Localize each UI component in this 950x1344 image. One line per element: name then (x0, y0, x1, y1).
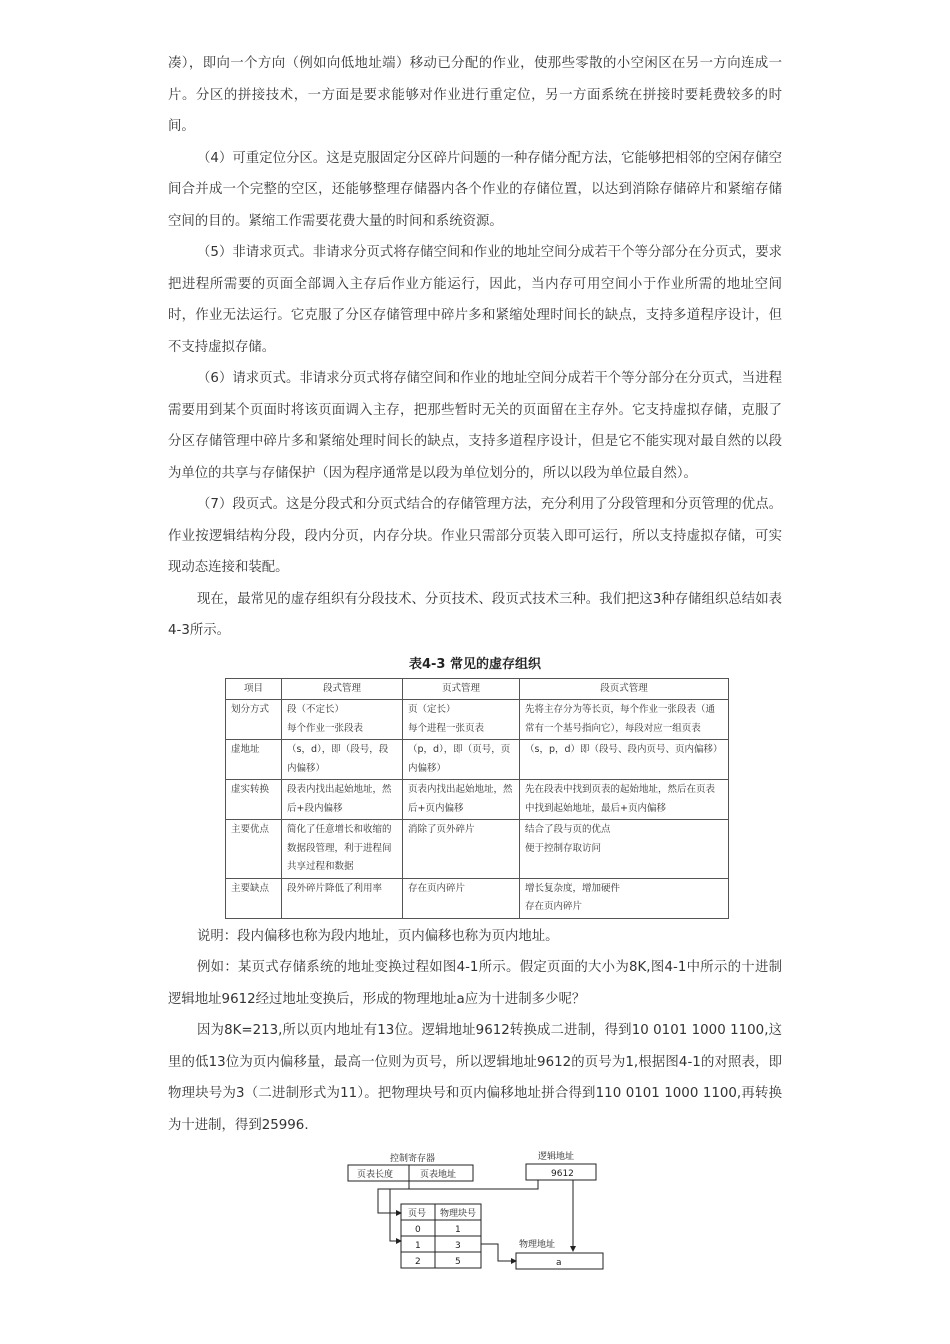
page-table-col-page: 页号 (408, 1209, 427, 1219)
table-cell: （s，p，d）即（段号、段内页号、页内偏移） (520, 740, 729, 780)
table-cell: 增长复杂度，增加硬件 存在页内碎片 (520, 878, 729, 918)
table-row-label: 主要缺点 (226, 878, 282, 918)
example-paragraph: 例如：某页式存储系统的地址变换过程如图4-1所示。假定页面的大小为8K,图4-1中所示的十进制逻辑地址9612经过地址变换后，形成的物理地址a应为十进制多少呢？ (168, 960, 782, 1007)
page-table-page-cell: 2 (415, 1257, 421, 1267)
table-cell: 消除了页外碎片 (403, 820, 520, 879)
physical-address-label: 物理地址 (519, 1240, 556, 1250)
table-row (226, 740, 729, 780)
page-table-address-arrow (378, 1181, 409, 1213)
table-cell: 存在页内碎片 (403, 878, 520, 918)
logical-address-value: 9612 (551, 1169, 574, 1179)
table-cell: 简化了任意增长和收缩的数据段管理，利于进程间共享过程和数据 (282, 820, 403, 879)
page-table-address-label: 页表地址 (420, 1170, 457, 1180)
table-row-label: 虚地址 (226, 740, 282, 780)
table-row (226, 700, 729, 740)
table-header-cell: 页式管理 (403, 678, 520, 700)
control-register-label: 控制寄存器 (390, 1154, 436, 1164)
logical-address-label: 逻辑地址 (538, 1152, 575, 1162)
address-translation-figure (168, 1147, 782, 1277)
page-table-page-cell: 1 (415, 1241, 421, 1251)
page-table-row (401, 1220, 481, 1236)
paragraph-relocatable-partition: （4）可重定位分区。这是克服固定分区碎片问题的一种存储分配方法，它能够把相邻的空闲存储空间合并成一个完整的空区，还能够整理存储器内各个作业的存储位置，以达到消除存储碎片和紧缩存储空间的目的。紧缩工作需要花费大量的时间和系统资源。 (168, 150, 782, 229)
solution-paragraph: 因为8K=213,所以页内地址有13位。逻辑地址9612转换成二进制，得到10 0101 1000 1100,这里的低13位为页内偏移量，最高一位则为页号，所以逻辑地址9612的页号为1,根据图4-1的对照表，即物理块号为3（二进制形式为11）。把物理块号和页内偏移地址拼合得到110 0101 1000 1100,再转换为十进制，得到25996. (168, 1023, 782, 1133)
table-cell: 页表内找出起始地址，然后+页内偏移 (403, 780, 520, 820)
table-header-cell: 段式管理 (282, 678, 403, 700)
note-paragraph: 说明：段内偏移也称为段内地址，页内偏移也称为页内地址。 (197, 928, 559, 944)
table-row (226, 780, 729, 820)
table-cell: （s，d），即（段号，段内偏移） (282, 740, 403, 780)
page-table-col-block: 物理块号 (440, 1209, 477, 1219)
page-content (168, 48, 782, 1277)
paragraph-segment-paging: （7）段页式。这是分段式和分页式结合的存储管理方法，充分利用了分段管理和分页管理的优点。作业按逻辑结构分段，段内分页，内存分块。作业只需部分页装入即可运行，所以支持虚拟存储，可实现动态连接和装配。 (168, 497, 782, 575)
physical-address-value: a (556, 1258, 562, 1268)
page-table-block-cell: 3 (455, 1241, 461, 1251)
page-table-block-cell: 5 (455, 1257, 461, 1267)
page-table-block-cell: 1 (455, 1225, 461, 1235)
paragraph-1: 凑），即向一个方向（例如向低地址端）移动已分配的作业，使那些零散的小空闲区在另一方向连成一片。分区的拼接技术，一方面是要求能够对作业进行重定位，另一方面系统在拼接时要耗费较多的时间。 (168, 56, 782, 134)
table-row-label: 主要优点 (226, 820, 282, 879)
table-cell: 结合了段与页的优点 便于控制存取访问 (520, 820, 729, 879)
table-cell: 先将主存分为等长页，每个作业一张段表（通常有一个基号指向它），每段对应一组页表 (520, 700, 729, 740)
paragraph-non-request-paging: （5）非请求页式。非请求分页式将存储空间和作业的地址空间分成若干个等分部分在分页式，要求把进程所需要的页面全部调入主存后作业方能运行，因此，当内存可用空间小于作业所需的地址空间时，作业无法运行。它克服了分区存储管理中碎片多和紧缩处理时间长的缺点，支持多道程序设计，但不支持虚拟存储。 (168, 245, 782, 355)
table-caption: 表4-3 常见的虚存组织 (408, 656, 541, 672)
page-table-row (401, 1252, 481, 1268)
table-cell: 段外碎片降低了利用率 (282, 878, 403, 918)
table-row-label: 划分方式 (226, 700, 282, 740)
table-header-cell: 段页式管理 (520, 678, 729, 700)
figure-svg (168, 1147, 782, 1277)
table-cell: 段表内找出起始地址，然后+段内偏移 (282, 780, 403, 820)
paragraph-summary-intro: 现在，最常见的虚存组织有分段技术、分页技术、段页式技术三种。我们把这3种存储组织总结如表4-3所示。 (168, 591, 782, 638)
block-number-arrow (481, 1244, 516, 1261)
paragraph-request-paging: （6）请求页式。非请求分页式将存储空间和作业的地址空间分成若干个等分部分在分页式，当进程需要用到某个页面时将该页面调入主存，把那些暂时无关的页面留在主存外。它支持虚拟存储，克服了分区存储管理中碎片多和紧缩处理时间长的缺点，支持多道程序设计，但是它不能实现对最自然的以段为单位的共享与存储保护（因为程序通常是以段为单位划分的，所以以段为单位最自然）。 (168, 371, 782, 481)
page-table-page-cell: 0 (415, 1225, 421, 1235)
table-header-row (226, 678, 729, 700)
table-cell: 先在段表中找到页表的起始地址，然后在页表中找到起始地址，最后+页内偏移 (520, 780, 729, 820)
table-cell: 页（定长） 每个进程一张页表 (403, 700, 520, 740)
table-header-cell: 项目 (226, 678, 282, 700)
table-cell: （p，d），即（页号，页内偏移） (403, 740, 520, 780)
table-row (226, 878, 729, 918)
page-table-row (401, 1236, 481, 1252)
table-row (226, 820, 729, 879)
page-table-length-label: 页表长度 (357, 1170, 394, 1180)
table-row-label: 虚实转换 (226, 780, 282, 820)
virtual-memory-table (225, 678, 729, 919)
table-cell: 段（不定长） 每个作业一张段表 (282, 700, 403, 740)
